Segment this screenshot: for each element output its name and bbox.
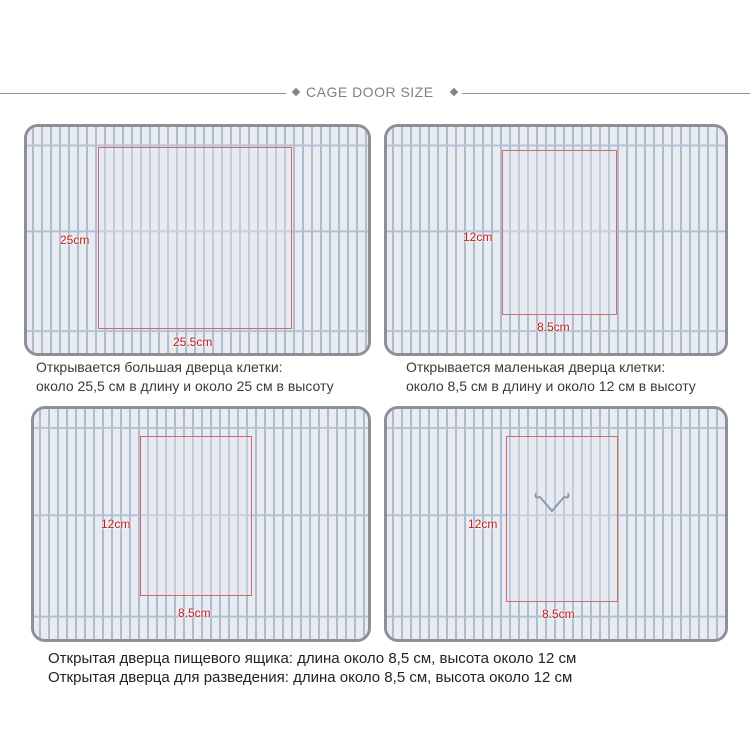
width-dimension-label: 8.5cm xyxy=(178,606,211,620)
caption-line: около 25,5 см в длину и около 25 см в высоту xyxy=(36,378,334,394)
door-latch-icon xyxy=(532,489,572,519)
large-door-photo xyxy=(24,124,371,356)
small-door-outline xyxy=(502,150,617,315)
width-dimension-label: 25.5cm xyxy=(173,335,213,349)
header-divider-left xyxy=(0,93,286,94)
height-dimension-label: 12cm xyxy=(463,230,493,244)
caption-line: Открывается большая дверца клетки: xyxy=(36,359,283,375)
small-door-photo xyxy=(384,124,728,356)
section-title: CAGE DOOR SIZE xyxy=(306,84,434,100)
caption-line: около 8,5 см в длину и около 12 см в высоту xyxy=(406,378,696,394)
small-door-caption xyxy=(406,358,696,396)
width-dimension-label: 8.5cm xyxy=(542,607,575,621)
diamond-ornament-right-icon xyxy=(450,88,458,96)
height-dimension-label: 12cm xyxy=(101,517,131,531)
large-door-caption xyxy=(36,358,334,396)
header-divider-right xyxy=(462,93,750,94)
height-dimension-label: 12cm xyxy=(468,517,498,531)
caption-line: Открывается маленькая дверца клетки: xyxy=(406,359,666,375)
height-dimension-label: 25cm xyxy=(60,233,90,247)
width-dimension-label: 8.5cm xyxy=(537,320,570,334)
diamond-ornament-left-icon xyxy=(292,88,300,96)
breeding-door-photo xyxy=(384,406,728,642)
feeder-door-photo xyxy=(31,406,371,642)
breeding-door-outline xyxy=(506,436,618,602)
feeder-door-outline xyxy=(140,436,252,596)
breeding-door-caption: Открытая дверца для разведения: длина около 8,5 см, высота около 12 см xyxy=(48,669,573,686)
large-door-outline xyxy=(98,147,292,329)
feeder-door-caption: Открытая дверца пищевого ящика: длина около 8,5 см, высота около 12 см xyxy=(48,650,577,667)
